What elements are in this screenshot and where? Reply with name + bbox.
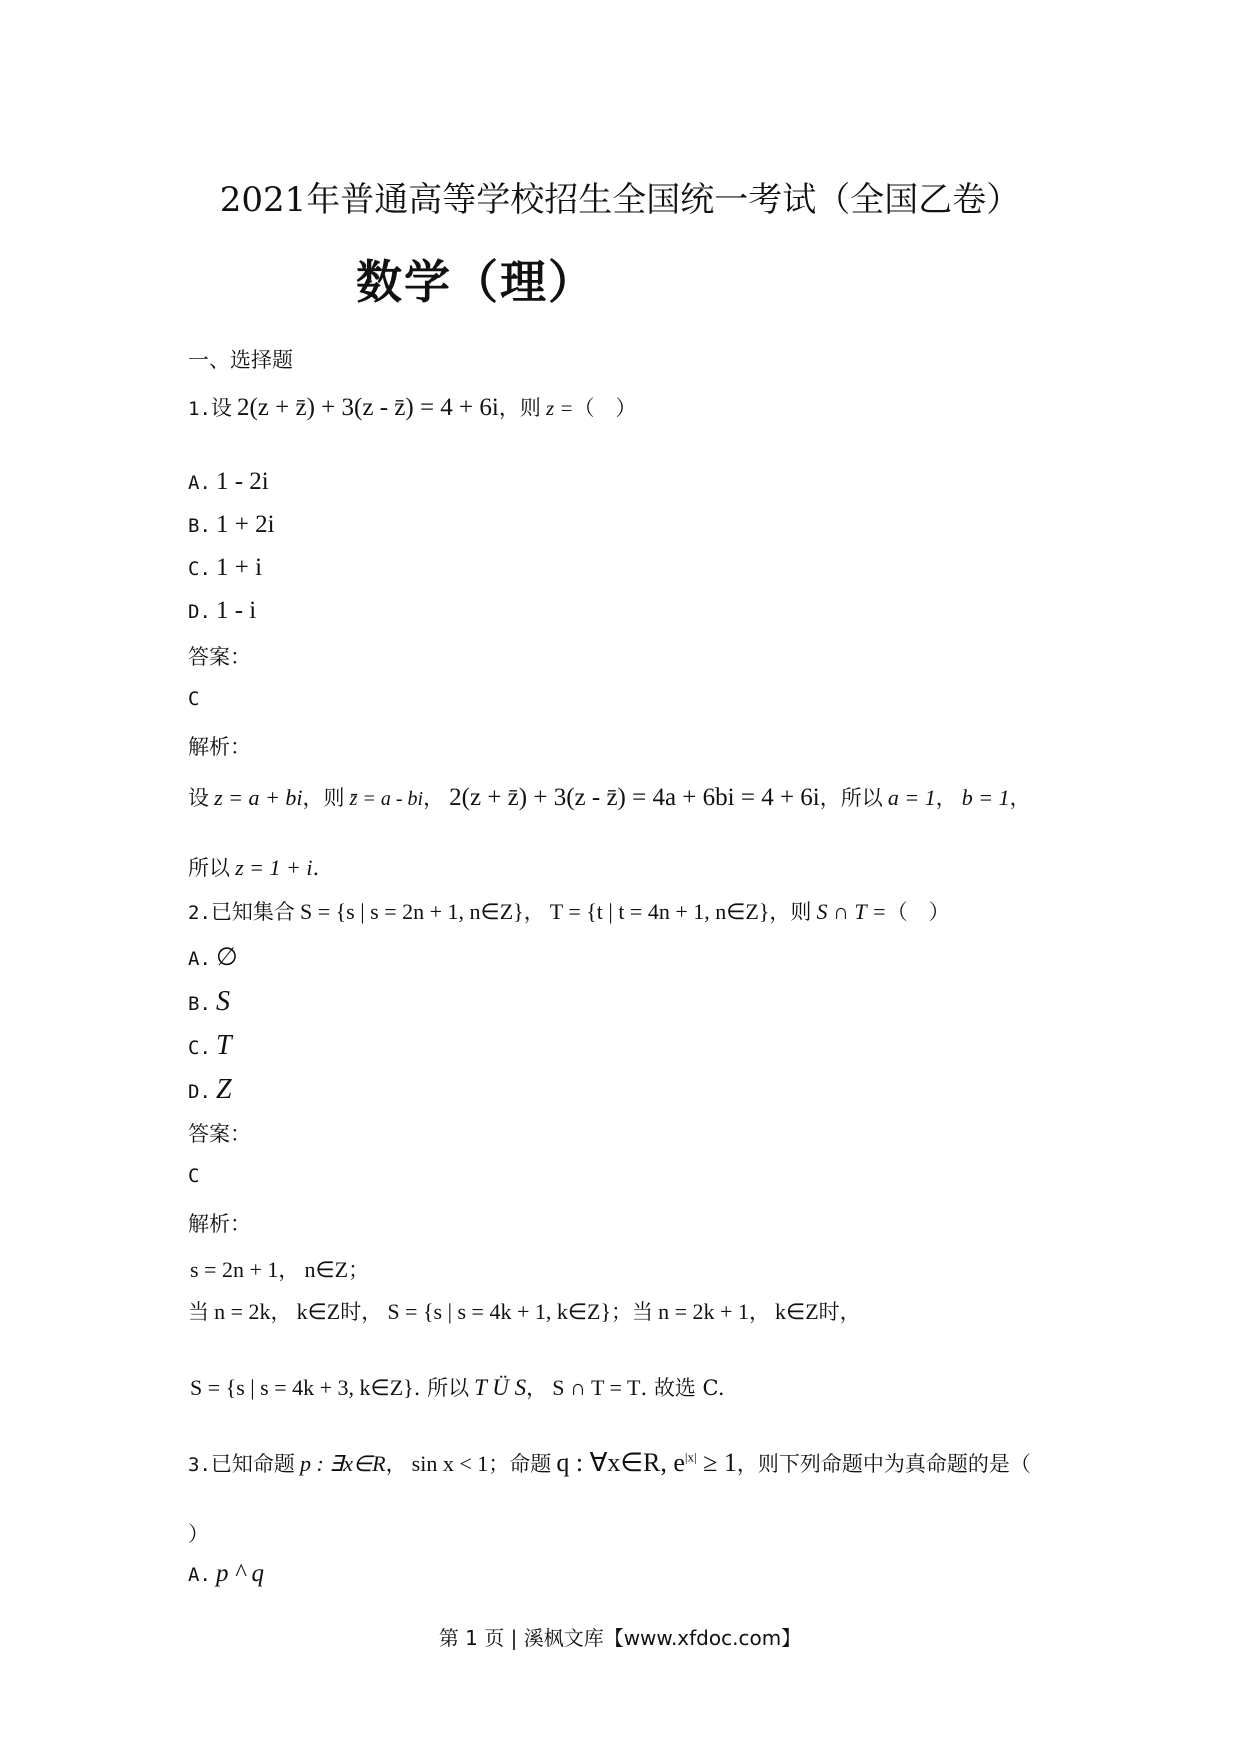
- analysis-line: [190, 1254, 369, 1284]
- question-text: ，: [523, 900, 545, 924]
- option-value: S: [215, 986, 230, 1017]
- question-text: 已知集合: [210, 900, 295, 924]
- option-c: [188, 1030, 232, 1062]
- formula-part: ≥ 1: [696, 1448, 737, 1477]
- analysis-formula: n = 2k: [214, 1299, 271, 1324]
- question-formula: T = {t | t = 4n + 1, n∈Z}: [549, 899, 770, 924]
- analysis-formula: S ∩ T = T: [552, 1375, 641, 1400]
- analysis-text: 当: [188, 1300, 209, 1324]
- section-label: 一、选择题: [188, 348, 293, 372]
- question-formula: sin x < 1: [411, 1451, 489, 1476]
- option-value: 1 + i: [215, 554, 263, 581]
- question-text: ；命题: [488, 1452, 552, 1476]
- option-value: 1 - i: [215, 597, 257, 624]
- analysis-formula: S = {s | s = 4k + 3, k∈Z}: [190, 1375, 414, 1400]
- question-text: ，则下列命题中为真命题的是（: [736, 1452, 1031, 1476]
- option-label: A.: [188, 948, 211, 970]
- analysis-formula: z̄ = a - bi: [349, 788, 424, 810]
- option-b: [188, 511, 275, 539]
- analysis-line: [188, 852, 319, 882]
- question-number: 3.: [188, 1454, 211, 1476]
- analysis-text: 时，: [818, 1300, 861, 1324]
- analysis-text: 设: [188, 786, 209, 810]
- answer-label: 答案：: [188, 1122, 251, 1146]
- option-label: A.: [188, 1564, 211, 1586]
- analysis-line: [190, 1372, 725, 1402]
- analysis-text: ，: [526, 1376, 548, 1400]
- question-formula: S = {s | s = 2n + 1, n∈Z}: [299, 899, 524, 924]
- answer-value: C: [188, 1165, 200, 1187]
- answer-paren: （ ）: [573, 396, 637, 420]
- analysis-text: ，: [423, 786, 445, 810]
- analysis-text: ，: [1009, 786, 1031, 810]
- option-label: D.: [188, 1081, 211, 1103]
- formula-part: q : ∀x∈R, e: [556, 1448, 685, 1477]
- option-label: C.: [188, 1037, 211, 1059]
- analysis-text: 时，: [340, 1300, 383, 1324]
- analysis-text: ，: [748, 1300, 770, 1324]
- answer-label: 答案：: [188, 645, 251, 669]
- analysis-label: 解析：: [188, 735, 251, 759]
- question-number: 1.: [188, 398, 211, 420]
- analysis-formula: a = 1: [887, 785, 936, 810]
- option-a: [188, 942, 238, 972]
- option-d: [188, 1074, 232, 1106]
- option-value: Z: [215, 1074, 232, 1105]
- question-text: ，则: [498, 396, 541, 420]
- option-value: 1 - 2i: [215, 468, 269, 495]
- analysis-text: ，: [270, 1300, 292, 1324]
- option-label: C.: [188, 558, 211, 580]
- option-value: 1 + 2i: [215, 511, 275, 538]
- analysis-line: [188, 782, 1031, 812]
- question-target: z =: [545, 396, 574, 420]
- answer-paren: （ ）: [886, 900, 950, 924]
- question-formula: [556, 1448, 737, 1477]
- analysis-formula: z = a + bi: [214, 785, 303, 810]
- exam-title: 2021年普通高等学校招生全国统一考试（全国乙卷）: [219, 180, 1021, 220]
- analysis-text: ，所以: [819, 786, 883, 810]
- analysis-text: . 所以: [413, 1376, 470, 1400]
- analysis-text: 所以: [188, 856, 230, 880]
- analysis-formula: S = {s | s = 4k + 1, k∈Z}: [387, 1299, 612, 1324]
- option-a: [188, 468, 269, 496]
- analysis-text: ，: [278, 1258, 300, 1282]
- subject-title: 数学（理）: [356, 255, 596, 309]
- answer-value: C: [188, 688, 200, 710]
- option-value: T: [215, 1030, 232, 1061]
- option-value: p ^ q: [215, 1560, 265, 1587]
- analysis-formula: n = 2k + 1: [658, 1299, 749, 1324]
- question-text: 已知命题: [210, 1452, 295, 1476]
- analysis-formula: s = 2n + 1: [190, 1257, 279, 1282]
- question-target: S ∩ T =: [816, 899, 887, 924]
- question-text: ，则: [769, 900, 812, 924]
- question-text: 设: [210, 396, 232, 420]
- question-formula: 2(z + z̄) + 3(z - z̄) = 4 + 6i: [236, 394, 499, 421]
- option-a: [188, 1560, 264, 1588]
- option-label: A.: [188, 472, 211, 494]
- option-value: ∅: [215, 944, 238, 971]
- option-d: [188, 597, 256, 625]
- question-3-stem: [188, 1448, 1031, 1478]
- formula-exponent: |x|: [684, 1449, 697, 1465]
- analysis-text: .: [312, 856, 320, 880]
- analysis-formula: k∈Z: [296, 1299, 341, 1324]
- analysis-formula: z = 1 + i: [235, 855, 313, 880]
- analysis-text: ，: [935, 786, 957, 810]
- analysis-formula: 2(z + z̄) + 3(z - z̄) = 4a + 6bi = 4 + 6i: [449, 784, 820, 811]
- analysis-line: [188, 1296, 861, 1326]
- question-2-stem: [188, 896, 950, 926]
- option-c: [188, 554, 262, 582]
- analysis-text: ，则: [302, 786, 345, 810]
- analysis-text: . 故选 C.: [640, 1376, 725, 1400]
- analysis-label: 解析：: [188, 1212, 251, 1236]
- option-label: B.: [188, 993, 211, 1015]
- question-text: ，: [385, 1452, 407, 1476]
- analysis-text: ；当: [611, 1300, 654, 1324]
- analysis-formula: T Ü S: [474, 1375, 527, 1400]
- analysis-text: ；: [348, 1258, 370, 1282]
- question-formula: p : ∃x∈R: [299, 1451, 386, 1476]
- option-label: D.: [188, 601, 211, 623]
- question-text-close: ）: [188, 1522, 209, 1546]
- analysis-formula: b = 1: [961, 785, 1010, 810]
- page-footer: 第 1 页 | 溪枫文库【www.xfdoc.com】: [438, 1626, 802, 1650]
- analysis-formula: k∈Z: [775, 1299, 819, 1324]
- question-1-stem: [188, 392, 637, 422]
- question-number: 2.: [188, 902, 211, 924]
- analysis-formula: n∈Z: [304, 1257, 349, 1282]
- option-label: B.: [188, 515, 211, 537]
- option-b: [188, 986, 230, 1018]
